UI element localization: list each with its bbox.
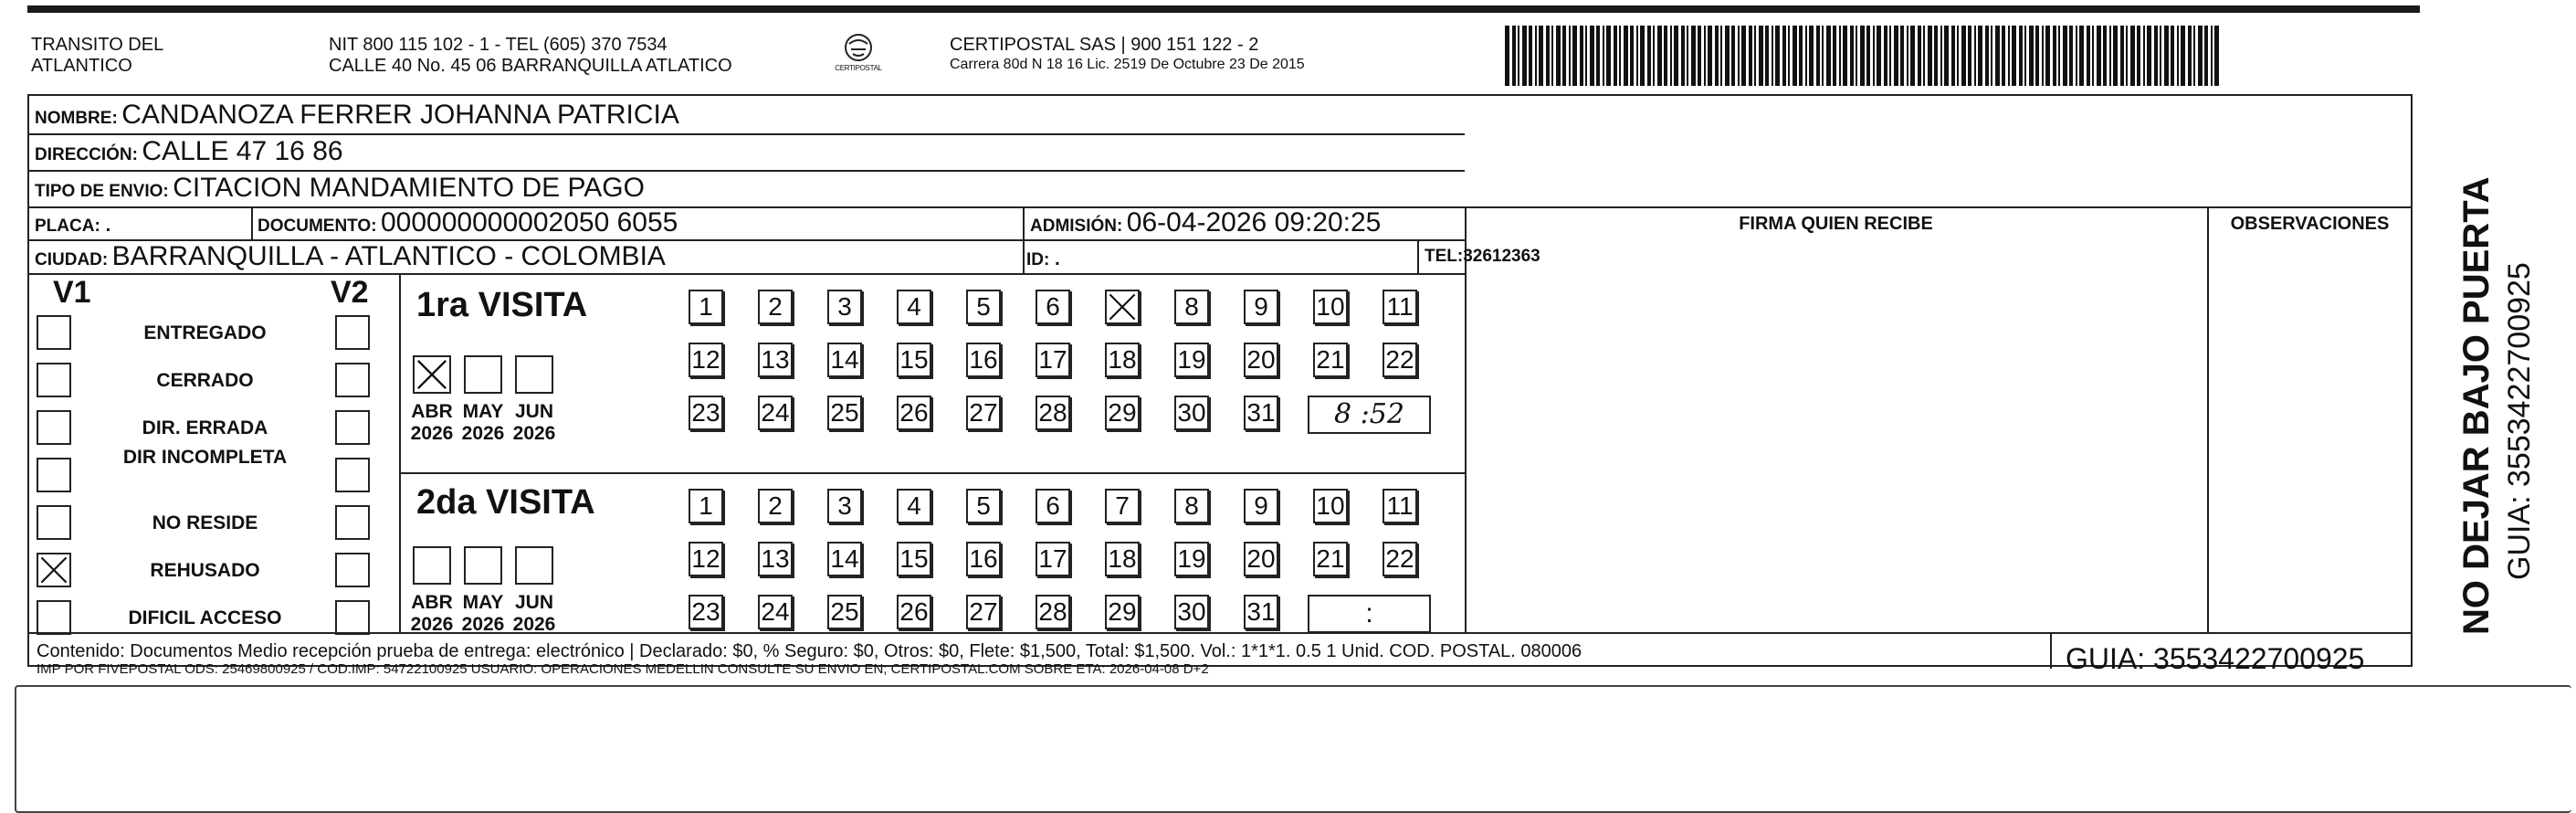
nombre-value: CANDANOZA FERRER JOHANNA PATRICIA <box>121 100 679 130</box>
v2-checkbox-rehusado[interactable] <box>335 553 370 587</box>
signature-area[interactable] <box>1465 239 2207 632</box>
day-box-2[interactable]: 2 <box>758 290 793 324</box>
month-checkbox-jun[interactable] <box>515 355 553 394</box>
day-box-26[interactable]: 26 <box>897 595 931 629</box>
observaciones-header: OBSERVACIONES <box>2230 214 2390 234</box>
time-field[interactable]: : <box>1308 595 1431 633</box>
v1-checkbox-dificil-acceso[interactable] <box>37 600 71 635</box>
day-box-5[interactable]: 5 <box>966 489 1001 523</box>
day-box-24[interactable]: 24 <box>758 595 793 629</box>
day-box-30[interactable]: 30 <box>1174 396 1209 430</box>
day-box-20[interactable]: 20 <box>1244 542 1278 576</box>
id-field: ID: . <box>1026 241 1062 271</box>
delivery-form <box>27 94 2413 677</box>
day-box-18[interactable]: 18 <box>1105 343 1140 377</box>
footer-print-info: IMP POR FIVEPOSTAL ODS: 25469800925 / COD.IMP: 54722100925 USUARIO: OPERACIONES MEDELLIN CONSULTE SU ENVIO EN; CERTIPOSTAL.COM SOBRE ETA: 2026-04-08 D+2 <box>37 661 1209 677</box>
first-visit-title: 1ra VISITA <box>416 286 588 324</box>
month-label: ABR 2026 <box>410 401 454 444</box>
month-checkbox-may[interactable] <box>464 546 502 585</box>
day-box-13[interactable]: 13 <box>758 542 793 576</box>
day-box-3[interactable]: 3 <box>827 489 862 523</box>
month-label: JUN 2026 <box>512 592 556 635</box>
tracking-barcode <box>1505 26 2226 86</box>
nombre-row: NOMBRE: CANDANOZA FERRER JOHANNA PATRICIA <box>35 100 679 130</box>
bottom-frame <box>15 685 2571 813</box>
carrier-info: CERTIPOSTAL SAS | 900 151 122 - 2 Carrera 80d N 18 16 Lic. 2519 De Octubre 23 De 2015 <box>950 35 1305 72</box>
day-box-8[interactable]: 8 <box>1174 489 1209 523</box>
side-warning: NO DEJAR BAJO PUERTA <box>2456 176 2497 635</box>
day-box-10[interactable]: 10 <box>1313 489 1348 523</box>
tel-field: TEL:32612363 <box>1425 247 1540 266</box>
day-box-28[interactable]: 28 <box>1036 396 1070 430</box>
direccion-value: CALLE 47 16 86 <box>142 136 343 166</box>
day-box-25[interactable]: 25 <box>827 595 862 629</box>
day-box-29[interactable]: 29 <box>1105 595 1140 629</box>
day-box-5[interactable]: 5 <box>966 290 1001 324</box>
day-box-2[interactable]: 2 <box>758 489 793 523</box>
v2-label: V2 <box>331 275 369 310</box>
day-box-9[interactable]: 9 <box>1244 290 1278 324</box>
day-box-6[interactable]: 6 <box>1036 489 1070 523</box>
day-box-31[interactable]: 31 <box>1244 396 1278 430</box>
v1-checkbox-entregado[interactable] <box>37 315 71 350</box>
day-box-23[interactable]: 23 <box>689 595 723 629</box>
certipostal-logo: CERTIPOSTAL <box>831 29 886 84</box>
footer-contents: Contenido: Documentos Medio recepción prueba de entrega: electrónico | Declarado: $0, % Seguro: $0, Otros: $0, Flete: $1,500, Total: $1,500. Vol.: 1*1*1. 0.5 1 Unid. COD. POSTAL. 080006 <box>37 641 1582 661</box>
day-box-13[interactable]: 13 <box>758 343 793 377</box>
day-box-29[interactable]: 29 <box>1105 396 1140 430</box>
observations-area[interactable] <box>2209 239 2413 632</box>
v2-checkbox-no-reside[interactable] <box>335 505 370 540</box>
day-box-20[interactable]: 20 <box>1244 343 1278 377</box>
issuer-nit: NIT 800 115 102 - 1 - TEL (605) 370 7534 CALLE 40 No. 45 06 BARRANQUILLA ATLATICO <box>329 35 732 76</box>
day-box-14[interactable]: 14 <box>827 343 862 377</box>
v2-checkbox-dir-errada[interactable] <box>335 410 370 445</box>
month-checkbox-abr[interactable] <box>413 355 451 394</box>
day-box-7[interactable] <box>1105 290 1140 324</box>
day-box-16[interactable]: 16 <box>966 343 1001 377</box>
v1-label: V1 <box>53 275 91 310</box>
day-box-3[interactable]: 3 <box>827 290 862 324</box>
status-reason: DIR INCOMPLETA <box>122 447 288 468</box>
day-box-22[interactable]: 22 <box>1383 542 1417 576</box>
day-box-25[interactable]: 25 <box>827 396 862 430</box>
day-box-15[interactable]: 15 <box>897 343 931 377</box>
admision-field: ADMISIÓN: 06-04-2026 09:20:25 <box>1030 207 1382 238</box>
status-reason: DIR. ERRADA <box>142 417 268 438</box>
month-label: JUN 2026 <box>512 401 556 444</box>
day-box-19[interactable]: 19 <box>1174 343 1209 377</box>
day-box-28[interactable]: 28 <box>1036 595 1070 629</box>
day-box-10[interactable]: 10 <box>1313 290 1348 324</box>
day-box-31[interactable]: 31 <box>1244 595 1278 629</box>
time-field[interactable]: 8 :52 <box>1308 396 1431 434</box>
day-box-12[interactable]: 12 <box>689 542 723 576</box>
status-reason: CERRADO <box>156 370 254 391</box>
month-checkbox-may[interactable] <box>464 355 502 394</box>
day-box-11[interactable]: 11 <box>1383 290 1417 324</box>
day-box-1[interactable]: 1 <box>689 290 723 324</box>
second-visit-title: 2da VISITA <box>416 483 595 522</box>
day-box-4[interactable]: 4 <box>897 489 931 523</box>
v2-checkbox-cerrado[interactable] <box>335 363 370 397</box>
day-box-11[interactable]: 11 <box>1383 489 1417 523</box>
day-box-27[interactable]: 27 <box>966 595 1001 629</box>
month-checkbox-jun[interactable] <box>515 546 553 585</box>
day-box-12[interactable]: 12 <box>689 343 723 377</box>
day-box-9[interactable]: 9 <box>1244 489 1278 523</box>
day-box-23[interactable]: 23 <box>689 396 723 430</box>
day-box-15[interactable]: 15 <box>897 542 931 576</box>
day-box-26[interactable]: 26 <box>897 396 931 430</box>
day-box-7[interactable]: 7 <box>1105 489 1140 523</box>
direccion-row: DIRECCIÓN: CALLE 47 16 86 <box>35 136 343 166</box>
v2-checkbox-entregado[interactable] <box>335 315 370 350</box>
day-box-18[interactable]: 18 <box>1105 542 1140 576</box>
issuer-name: TRANSITO DEL ATLANTICO <box>31 35 164 76</box>
day-box-6[interactable]: 6 <box>1036 290 1070 324</box>
placa-field: PLACA: . <box>35 207 112 238</box>
day-box-21[interactable]: 21 <box>1313 542 1348 576</box>
day-box-1[interactable]: 1 <box>689 489 723 523</box>
day-box-21[interactable]: 21 <box>1313 343 1348 377</box>
side-guia: GUIA: 3553422700925 <box>2502 262 2537 580</box>
status-reason: REHUSADO <box>150 560 260 581</box>
month-label: MAY 2026 <box>461 401 505 444</box>
day-box-4[interactable]: 4 <box>897 290 931 324</box>
status-reason: DIFICIL ACCESO <box>128 607 282 628</box>
day-box-19[interactable]: 19 <box>1174 542 1209 576</box>
tipo-envio-row: TIPO DE ENVIO: CITACION MANDAMIENTO DE PAGO <box>35 173 645 203</box>
month-label: ABR 2026 <box>410 592 454 635</box>
footer-guia: GUIA: 3553422700925 <box>2066 642 2365 675</box>
day-box-16[interactable]: 16 <box>966 542 1001 576</box>
day-box-27[interactable]: 27 <box>966 396 1001 430</box>
firma-header: FIRMA QUIEN RECIBE <box>1739 214 1933 234</box>
v1-checkbox-cerrado[interactable] <box>37 363 71 397</box>
v1-checkbox-no-reside[interactable] <box>37 505 71 540</box>
day-box-22[interactable]: 22 <box>1383 343 1417 377</box>
v2-checkbox-dir-incompleta[interactable] <box>335 458 370 492</box>
day-box-30[interactable]: 30 <box>1174 595 1209 629</box>
status-reason: NO RESIDE <box>152 512 258 533</box>
tipo-envio-value: CITACION MANDAMIENTO DE PAGO <box>173 173 645 203</box>
month-label: MAY 2026 <box>461 592 505 635</box>
status-reason: ENTREGADO <box>143 322 267 343</box>
top-rule <box>27 5 2420 13</box>
v1-checkbox-dir-errada[interactable] <box>37 410 71 445</box>
day-box-14[interactable]: 14 <box>827 542 862 576</box>
v1-checkbox-dir-incompleta[interactable] <box>37 458 71 492</box>
v1-checkbox-rehusado[interactable] <box>37 553 71 587</box>
ciudad-field: CIUDAD: BARRANQUILLA - ATLANTICO - COLOMBIA <box>35 241 666 271</box>
day-box-24[interactable]: 24 <box>758 396 793 430</box>
day-box-17[interactable]: 17 <box>1036 343 1070 377</box>
day-box-8[interactable]: 8 <box>1174 290 1209 324</box>
documento-field: DOCUMENTO: 000000000002050 6055 <box>258 207 678 238</box>
v2-checkbox-dificil-acceso[interactable] <box>335 600 370 635</box>
month-checkbox-abr[interactable] <box>413 546 451 585</box>
day-box-17[interactable]: 17 <box>1036 542 1070 576</box>
